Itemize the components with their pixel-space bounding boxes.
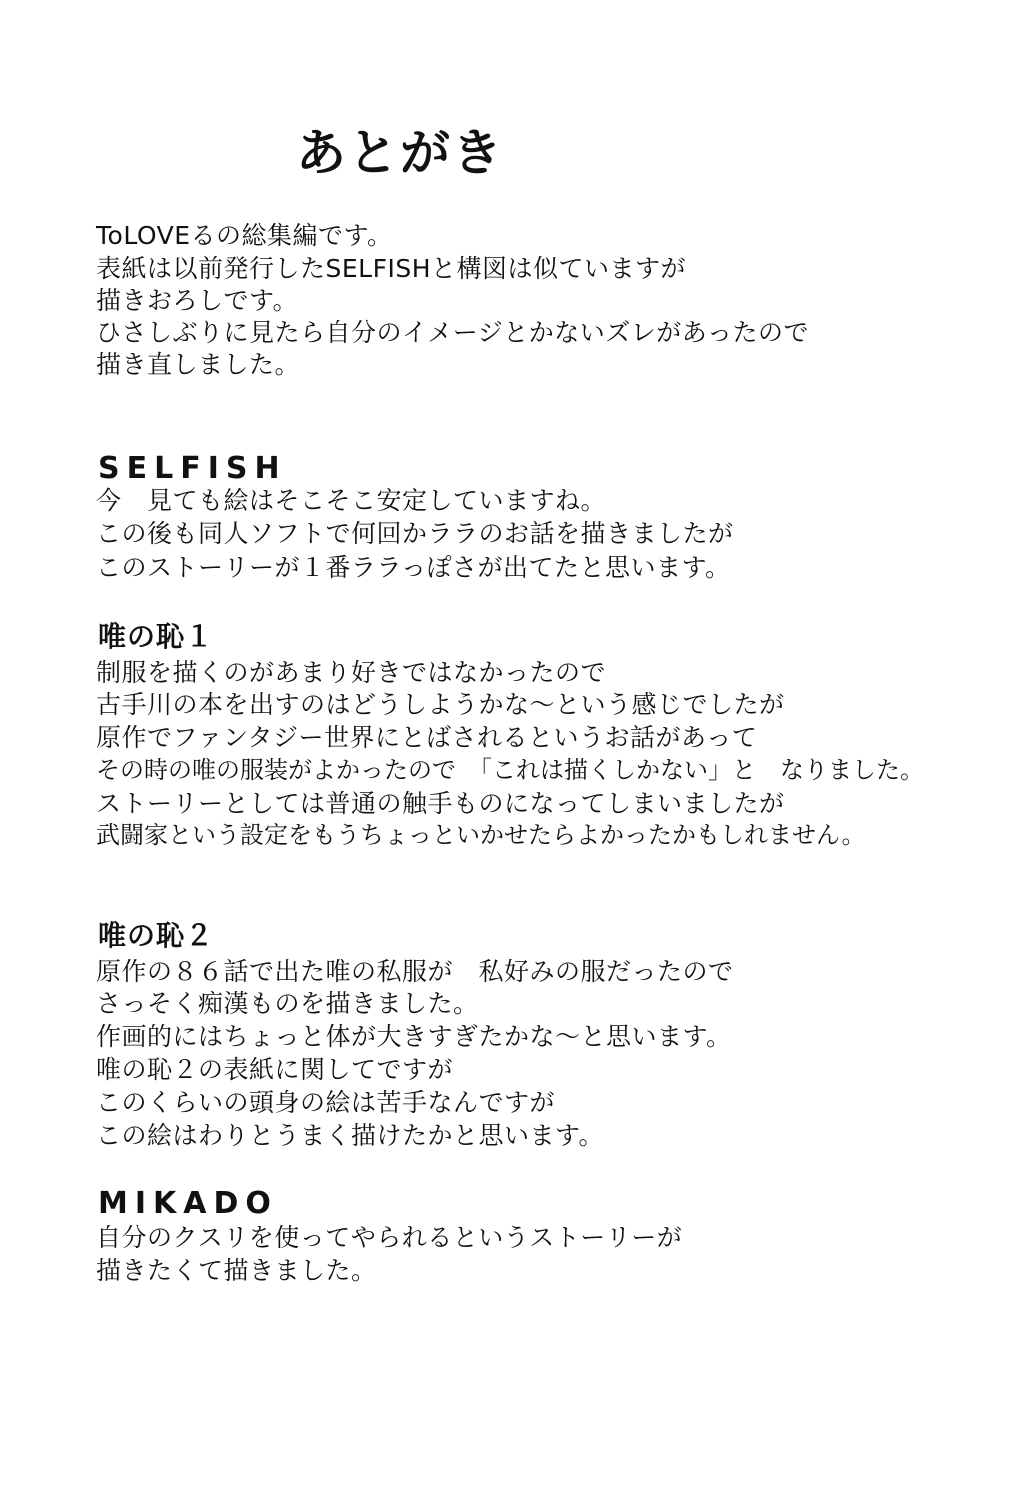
- yui2-line-6: この絵はわりとうまく描けたかと思います。: [96, 1121, 605, 1150]
- section-heading-yui-2: 唯の恥２: [98, 919, 215, 952]
- section-heading-selfish: SELFISH: [98, 451, 287, 486]
- selfish-line-2: この後も同人ソフトで何回かララのお話を描きましたが: [96, 519, 734, 548]
- mikado-line-2: 描きたくて描きました。: [96, 1256, 377, 1285]
- intro-line-1: ToLOVEるの総集編です。: [96, 221, 393, 250]
- yui1-line-4: その時の唯の服装がよかったので 「これは描くしかない」と なりました。: [96, 756, 924, 784]
- intro-line-4: ひさしぶりに見たら自分のイメージとかないズレがあったので: [96, 318, 810, 347]
- section-heading-yui-1: 唯の恥１: [98, 620, 215, 653]
- selfish-line-1: 今 見ても絵はそこそこ安定していますね。: [96, 486, 607, 515]
- mikado-line-1: 自分のクスリを使ってやられるというストーリーが: [96, 1223, 683, 1252]
- yui1-line-5: ストーリーとしては普通の触手ものになってしまいましたが: [96, 789, 785, 818]
- yui1-line-2: 古手川の本を出すのはどうしようかな～という感じでしたが: [96, 690, 785, 719]
- section-heading-mikado: MIKADO: [98, 1186, 278, 1221]
- intro-line-5: 描き直しました。: [96, 350, 301, 379]
- yui2-line-2: さっそく痴漢ものを描きました。: [96, 989, 479, 1018]
- yui1-line-1: 制服を描くのがあまり好きではなかったので: [96, 658, 607, 687]
- yui1-line-3: 原作でファンタジー世界にとばされるというお話があって: [96, 723, 758, 752]
- intro-line-3: 描きおろしです。: [96, 286, 299, 315]
- yui1-line-6: 武闘家という設定をもうちょっといかせたらよかったかもしれません。: [96, 821, 866, 849]
- page-title: あとがき: [296, 124, 504, 182]
- yui2-line-1: 原作の８６話で出た唯の私服が 私好みの服だったので: [96, 957, 734, 986]
- yui2-line-3: 作画的にはちょっと体が大きすぎたかな～と思います。: [96, 1022, 732, 1051]
- yui2-line-5: このくらいの頭身の絵は苦手なんですが: [96, 1088, 556, 1117]
- intro-line-2: 表紙は以前発行したSELFISHと構図は似ていますが: [96, 254, 687, 283]
- yui2-line-4: 唯の恥２の表紙に関してですが: [96, 1055, 454, 1084]
- selfish-line-3: このストーリーが１番ララっぽさが出てたと思います。: [96, 553, 731, 582]
